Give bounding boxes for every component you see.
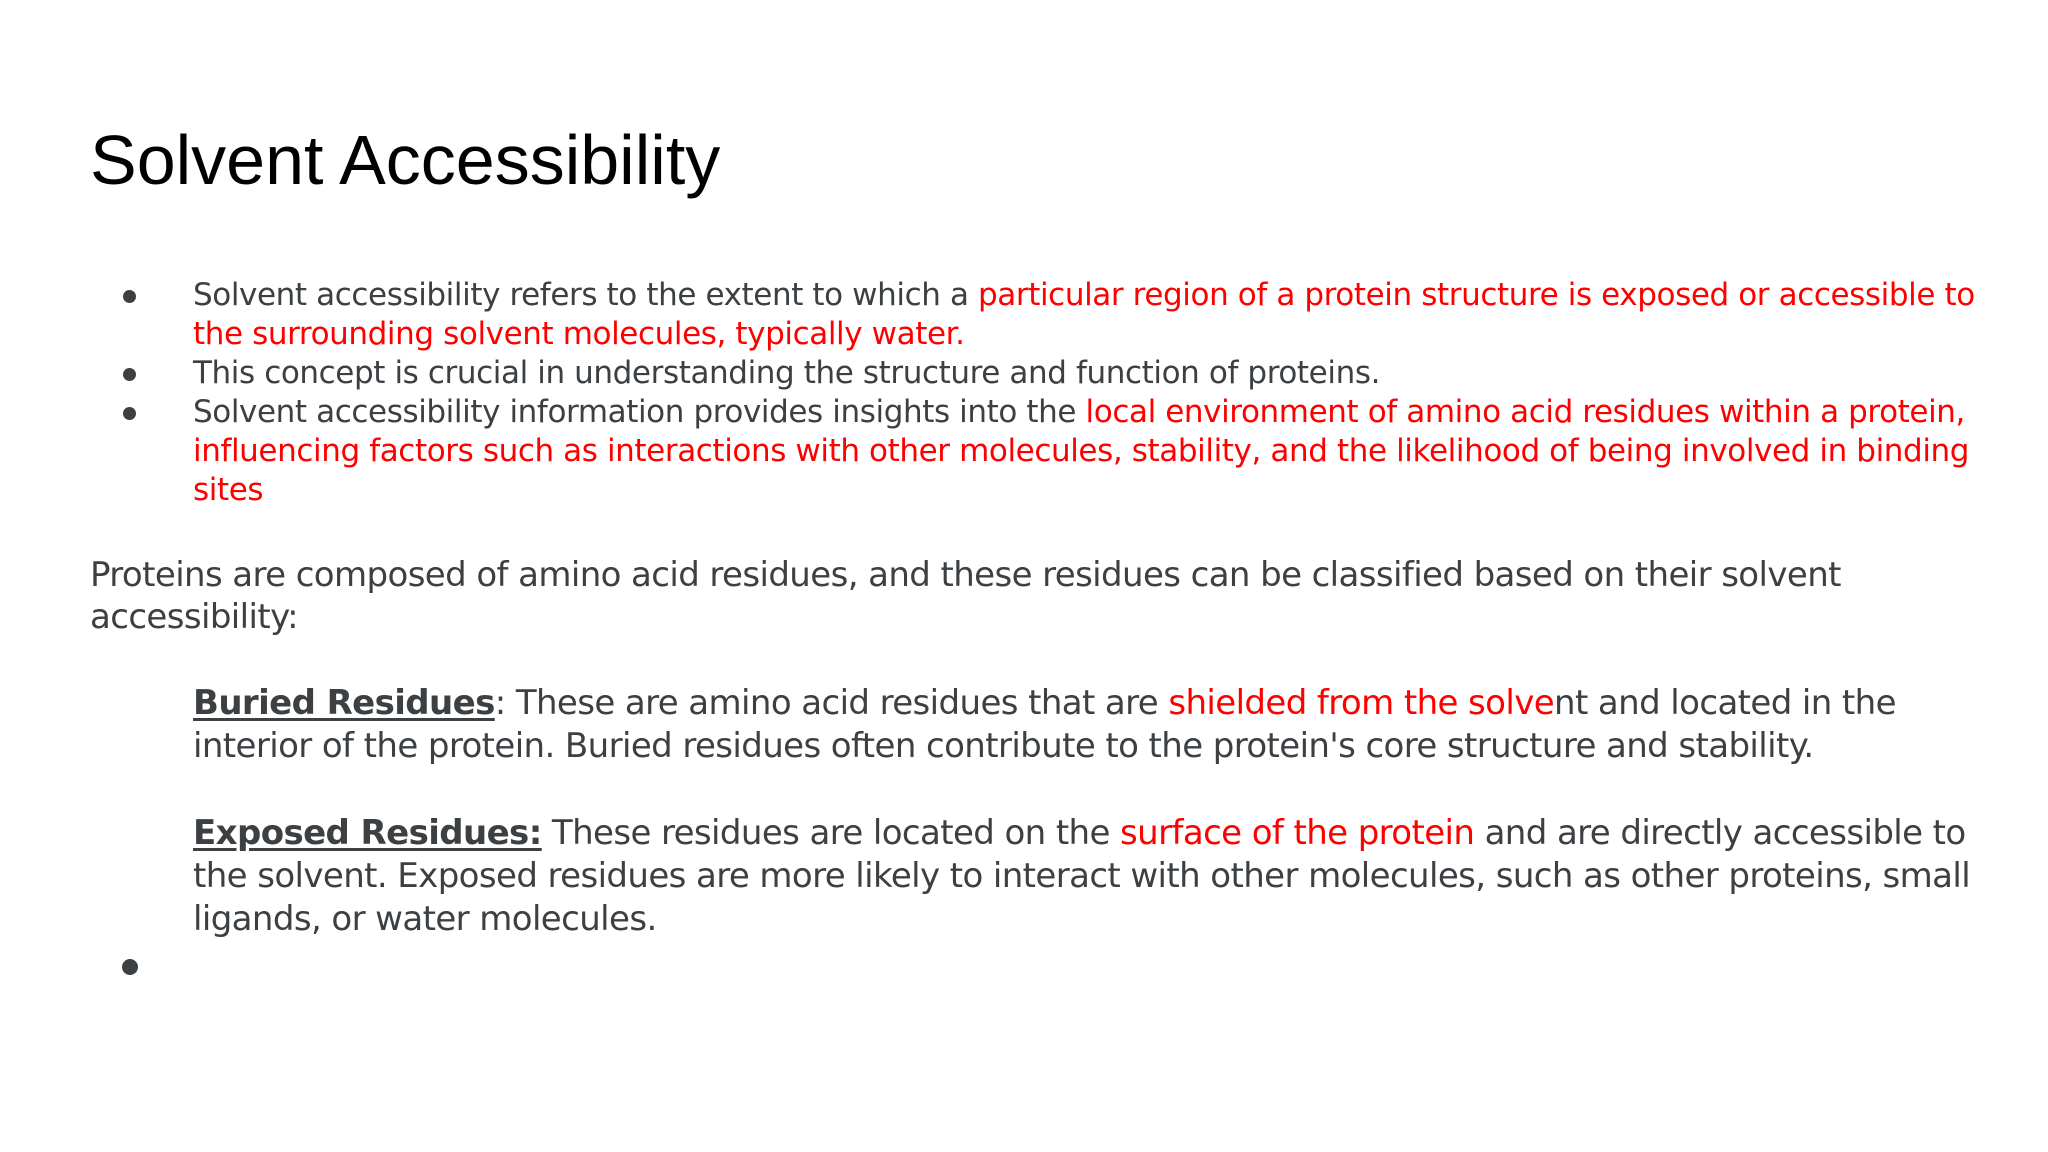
buried-text-b: nt and located in the interior of the protein. Buried residues often contribute to the protein's core structure and stability. xyxy=(193,683,1896,766)
bullet-dot-icon xyxy=(123,368,136,381)
buried-text-a: : These are amino acid residues that are xyxy=(494,683,1169,723)
exposed-text-b: and are directly accessible to the solvent. Exposed residues are more likely to interact with other molecules, such as other proteins, small ligands, or water molecules. xyxy=(193,813,1971,939)
buried-residues-paragraph xyxy=(193,682,1983,768)
bullet-item xyxy=(90,276,1990,354)
exposed-highlight: surface of the protein xyxy=(1120,813,1475,853)
bullet-dot-icon xyxy=(123,290,136,303)
empty-bullet-dot-icon xyxy=(122,959,138,975)
bullet-text: Solvent accessibility information provides insights into the xyxy=(193,394,1086,430)
exposed-residues-paragraph xyxy=(193,812,1983,941)
bullet-text: Solvent accessibility refers to the extent to which a xyxy=(193,277,978,313)
exposed-residues-term: Exposed Residues: xyxy=(193,813,542,853)
buried-highlight: shielded from the solve xyxy=(1168,683,1555,723)
bullet-dot-icon xyxy=(123,407,136,420)
exposed-text-a: These residues are located on the xyxy=(541,813,1121,853)
bullet-item xyxy=(90,393,1990,510)
bullet-highlight: local environment of amino acid residues within a protein, influencing factors such as interactions with other molecules, stability, and the likelihood of being involved in binding sites xyxy=(193,394,1970,508)
bullet-item xyxy=(90,354,1990,393)
intro-paragraph: Proteins are composed of amino acid residues, and these residues can be classified based on their solvent accessibility: xyxy=(90,555,1841,637)
bullet-list xyxy=(90,276,1990,510)
bullet-highlight: particular region of a protein structure is exposed or accessible to the surrounding solvent molecules, typically water. xyxy=(193,277,1975,352)
bullet-text: This concept is crucial in understanding the structure and function of proteins. xyxy=(193,355,1381,391)
slide-title: Solvent Accessibility xyxy=(90,121,721,199)
buried-residues-term: Buried Residues xyxy=(193,683,495,723)
